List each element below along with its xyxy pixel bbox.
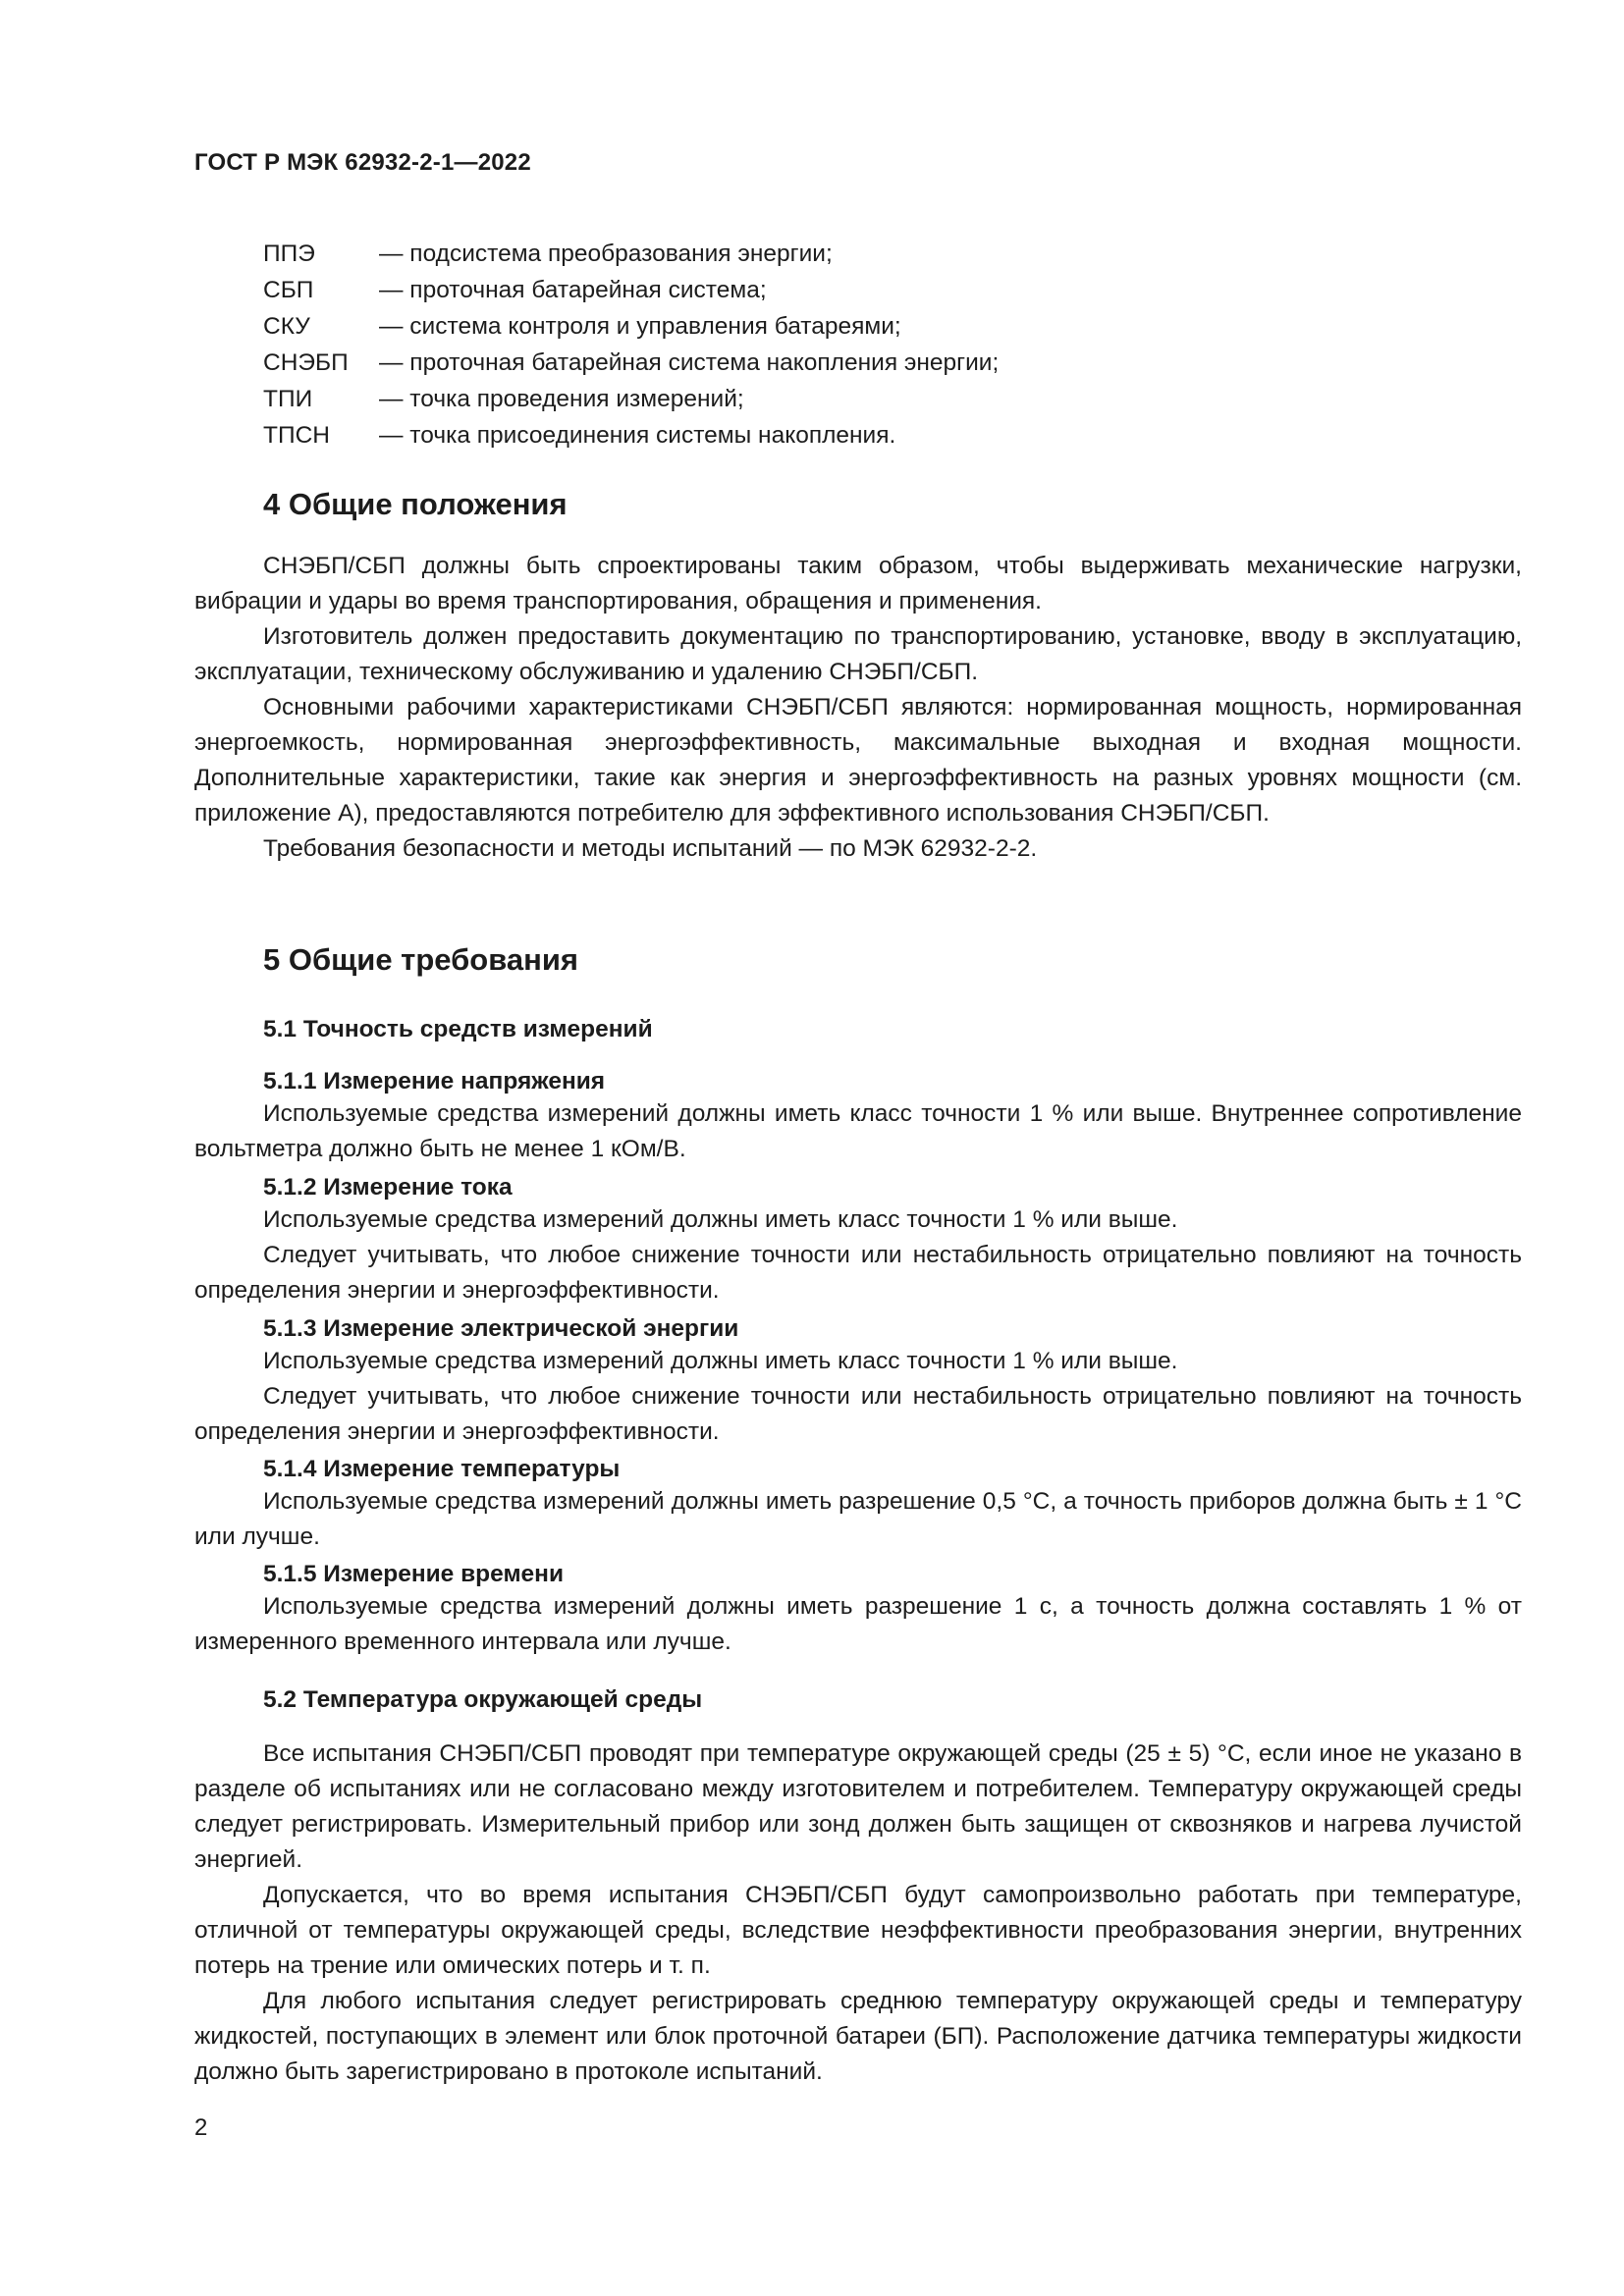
- paragraph: Используемые средства измерений должны иметь класс точности 1 % или выше.: [263, 1206, 1178, 1233]
- subsection-5-2-heading: 5.2 Температура окружающей среды: [263, 1686, 703, 1713]
- abbreviation-item: [263, 417, 999, 454]
- paragraph: СНЭБП/СБП должны быть спроектированы таким образом, чтобы выдерживать механические нагрузки, вибрации и удары во время транспортирования, обращения и применения.: [194, 553, 1522, 614]
- document-code-header: ГОСТ Р МЭК 62932-2-1—2022: [194, 149, 531, 176]
- abbreviation-definition: — проточная батарейная система накопления энергии;: [379, 349, 1000, 376]
- paragraph: Следует учитывать, что любое снижение точности или нестабильность отрицательно повлияют на точность определения энергии и энергоэффективности.: [194, 1383, 1522, 1445]
- subsection-5-1-heading: 5.1 Точность средств измерений: [263, 1016, 653, 1042]
- section-5-heading: 5 Общие требования: [263, 942, 578, 977]
- abbreviation-definition: — подсистема преобразования энергии;: [379, 240, 833, 267]
- clause-5-1-1-heading: 5.1.1 Измерение напряжения: [263, 1068, 606, 1095]
- abbreviation-definition: — проточная батарейная система;: [379, 277, 767, 303]
- abbreviation-term: ТПСН: [263, 422, 330, 449]
- clause-5-1-1-body: [194, 1096, 1522, 1167]
- abbreviation-term: ППЭ: [263, 240, 315, 267]
- abbreviation-item: [263, 272, 999, 308]
- abbreviation-term: СКУ: [263, 313, 310, 340]
- paragraph: Используемые средства измерений должны иметь разрешение 0,5 °C, а точность приборов должна быть ± 1 °C или лучше.: [194, 1488, 1522, 1550]
- paragraph: Используемые средства измерений должны иметь разрешение 1 с, а точность должна составлять 1 % от измеренного временного интервала или лучше.: [194, 1593, 1522, 1655]
- section-4-body: [194, 549, 1522, 867]
- paragraph: Используемые средства измерений должны иметь класс точности 1 % или выше.: [263, 1348, 1178, 1374]
- clause-5-1-5-body: [194, 1589, 1522, 1660]
- abbreviation-term: СБП: [263, 277, 314, 303]
- abbreviation-item: [263, 236, 999, 272]
- clause-5-1-3-body: [194, 1344, 1522, 1450]
- paragraph: Все испытания СНЭБП/СБП проводят при температуре окружающей среды (25 ± 5) °C, если иное не указано в разделе об испытаниях или не согласовано между изготовителем и потребителем. Температуру окружающей среды следует регистрировать. Измерительный прибор или зонд должен быть защищен от сквозняков и нагрева лучистой энергией.: [194, 1740, 1522, 1873]
- paragraph: Требования безопасности и методы испытаний — по МЭК 62932-2-2.: [263, 835, 1038, 862]
- abbreviation-item: [263, 345, 999, 381]
- paragraph: Используемые средства измерений должны иметь класс точности 1 % или выше. Внутреннее сопротивление вольтметра должно быть не менее 1 кОм/В.: [194, 1100, 1522, 1162]
- abbreviation-term: ТПИ: [263, 386, 313, 412]
- clause-5-1-2-heading: 5.1.2 Измерение тока: [263, 1174, 513, 1201]
- abbreviation-definition: — система контроля и управления батареями;: [379, 313, 901, 340]
- abbreviation-list: [263, 236, 999, 454]
- paragraph: Изготовитель должен предоставить документацию по транспортированию, установке, вводу в эксплуатацию, эксплуатации, техническому обслуживанию и удалению СНЭБП/СБП.: [194, 623, 1522, 685]
- subsection-5-2-body: [194, 1736, 1522, 2090]
- abbreviation-definition: — точка проведения измерений;: [379, 386, 744, 412]
- clause-5-1-2-body: [194, 1202, 1522, 1308]
- page-number: 2: [194, 2114, 208, 2141]
- paragraph: Следует учитывать, что любое снижение точности или нестабильность отрицательно повлияют на точность определения энергии и энергоэффективности.: [194, 1242, 1522, 1304]
- clause-5-1-4-body: [194, 1484, 1522, 1555]
- abbreviation-item: [263, 308, 999, 345]
- abbreviation-definition: — точка присоединения системы накопления.: [379, 422, 896, 449]
- section-4-heading: 4 Общие положения: [263, 487, 568, 521]
- paragraph: Основными рабочими характеристиками СНЭБП/СБП являются: нормированная мощность, нормированная энергоемкость, нормированная энергоэффективность, максимальные выходная и входная мощности. Дополнительные характеристики, такие как энергия и энергоэффективность на разных уровнях мощности (см. приложение А), предоставляются потребителю для эффективного использования СНЭБП/СБП.: [194, 694, 1522, 827]
- clause-5-1-5-heading: 5.1.5 Измерение времени: [263, 1561, 565, 1587]
- clause-5-1-4-heading: 5.1.4 Измерение температуры: [263, 1456, 621, 1482]
- abbreviation-item: [263, 381, 999, 417]
- paragraph: Для любого испытания следует регистрировать среднюю температуру окружающей среды и температуру жидкостей, поступающих в элемент или блок проточной батареи (БП). Расположение датчика температуры жидкости должно быть зарегистрировано в протоколе испытаний.: [194, 1988, 1522, 2085]
- paragraph: Допускается, что во время испытания СНЭБП/СБП будут самопроизвольно работать при температуре, отличной от температуры окружающей среды, вследствие неэффективности преобразования энергии, внутренних потерь на трение или омических потерь и т. п.: [194, 1882, 1522, 1979]
- clause-5-1-3-heading: 5.1.3 Измерение электрической энергии: [263, 1315, 739, 1342]
- abbreviation-term: СНЭБП: [263, 349, 349, 376]
